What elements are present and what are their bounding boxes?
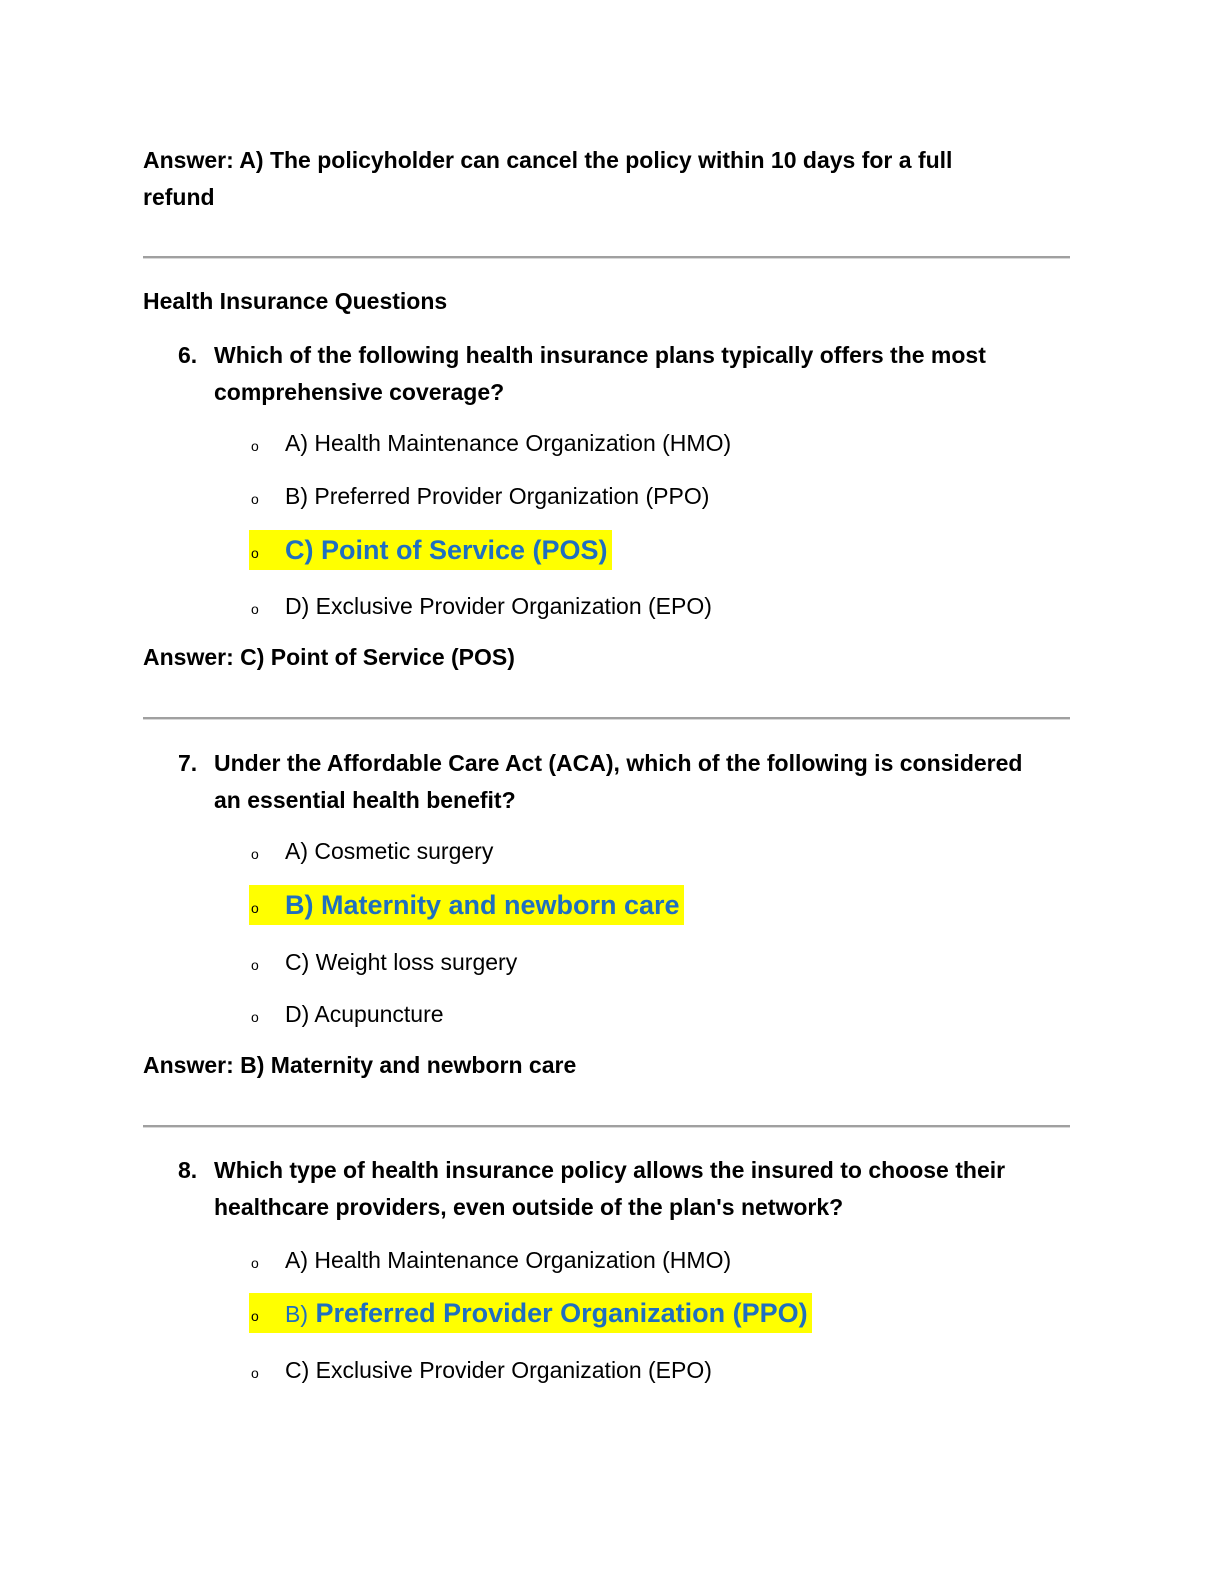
question-8-line-1: Which type of health insurance policy allows the insured to choose their — [214, 1157, 1006, 1183]
question-6-number: 6. — [178, 342, 198, 368]
bullet-icon: o — [251, 1009, 259, 1025]
question-6-line-1: Which of the following health insurance plans typically offers the most — [214, 342, 986, 368]
divider — [143, 717, 1070, 720]
option-label: A) Health Maintenance Organization (HMO) — [285, 1246, 732, 1273]
question-6-text — [214, 337, 1074, 410]
previous-answer-line-1: Answer: A) The policyholder can cancel the policy within 10 days for a full — [143, 147, 953, 173]
question-7-number: 7. — [178, 750, 198, 776]
option-letter: B) — [285, 1300, 308, 1327]
option-label: C) Exclusive Provider Organization (EPO) — [285, 1356, 712, 1383]
question-6-option-c-correct — [249, 530, 612, 570]
question-7-answer: Answer: B) Maternity and newborn care — [143, 1052, 577, 1078]
question-7-option-b-correct — [249, 885, 684, 925]
option-label: A) Cosmetic surgery — [285, 837, 494, 864]
bullet-icon: o — [251, 1365, 259, 1381]
question-8-text — [214, 1152, 1074, 1225]
divider — [143, 256, 1070, 259]
bullet-icon: o — [251, 1255, 259, 1271]
option-label: B) Preferred Provider Organization (PPO) — [285, 482, 710, 509]
bullet-icon: o — [251, 900, 259, 916]
option-label: D) Exclusive Provider Organization (EPO) — [285, 592, 712, 619]
question-6-option-d — [249, 586, 712, 626]
question-6-option-a — [249, 423, 731, 463]
question-8-option-b-correct — [249, 1293, 812, 1333]
question-7-line-1: Under the Affordable Care Act (ACA), which of the following is considered — [214, 750, 1023, 776]
question-6-line-2: comprehensive coverage? — [214, 378, 505, 405]
option-label: C) Weight loss surgery — [285, 948, 518, 975]
previous-answer-line-2: refund — [143, 184, 215, 210]
question-7-option-d — [249, 994, 444, 1034]
question-6-option-b — [249, 476, 709, 516]
bullet-icon: o — [251, 846, 259, 862]
option-label: A) Health Maintenance Organization (HMO) — [285, 429, 732, 456]
question-6-answer: Answer: C) Point of Service (POS) — [143, 644, 515, 670]
question-7-line-2: an essential health benefit? — [214, 786, 516, 813]
section-title: Health Insurance Questions — [143, 288, 448, 314]
question-7-option-c — [249, 942, 517, 982]
question-7-option-a — [249, 831, 493, 871]
bullet-icon: o — [251, 491, 259, 507]
option-label — [285, 1298, 808, 1329]
option-label: D) Acupuncture — [285, 1000, 444, 1027]
option-name: Preferred Provider Organization (PPO) — [315, 1297, 808, 1328]
bullet-icon: o — [251, 601, 259, 617]
bullet-icon: o — [251, 438, 259, 454]
question-8-option-a — [249, 1240, 731, 1280]
question-8-option-c — [249, 1350, 712, 1390]
option-label: B) Maternity and newborn care — [285, 889, 680, 920]
bullet-icon: o — [251, 1308, 259, 1324]
question-8-number: 8. — [178, 1157, 198, 1183]
bullet-icon: o — [251, 545, 259, 561]
divider — [143, 1125, 1070, 1128]
question-7-text — [214, 745, 1074, 818]
option-label: C) Point of Service (POS) — [285, 534, 608, 565]
bullet-icon: o — [251, 957, 259, 973]
question-8-line-2: healthcare providers, even outside of the plan's network? — [214, 1193, 844, 1220]
